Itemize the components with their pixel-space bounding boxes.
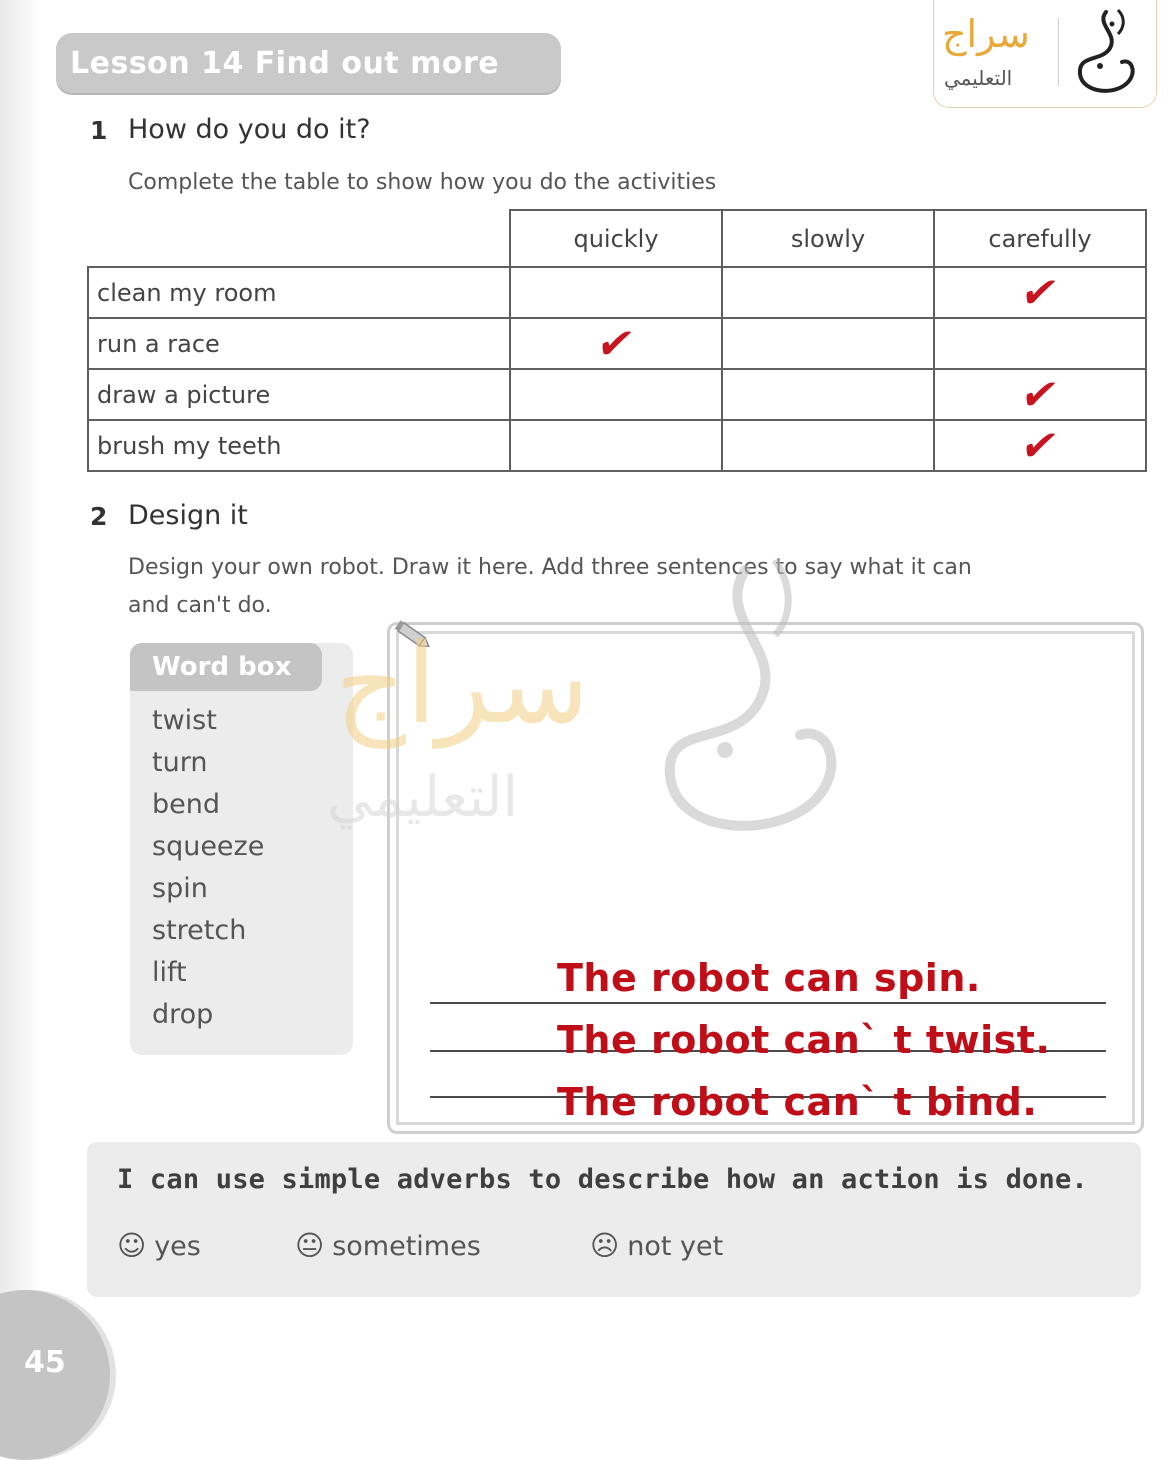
column-header-carefully: carefully: [934, 210, 1146, 267]
logo-divider: [1058, 18, 1059, 86]
word-item: bend: [152, 789, 221, 820]
activity-label: clean my room: [88, 267, 510, 318]
word-item: lift: [152, 957, 187, 988]
publisher-logo: [933, 0, 1157, 108]
smile-face-icon: ☺: [117, 1229, 147, 1262]
self-check-option-sometimes[interactable]: [295, 1229, 481, 1262]
activity-label: draw a picture: [88, 369, 510, 420]
tick-mark: ✔: [593, 318, 639, 368]
logo-arabic-name: سراج: [942, 12, 1030, 56]
carefully-cell[interactable]: [934, 369, 1146, 420]
writing-line: [430, 1002, 1106, 1004]
word-item: twist: [152, 705, 217, 736]
lesson-title: Lesson 14 Find out more: [70, 45, 500, 81]
page-number: 45: [24, 1345, 66, 1380]
word-list: [152, 701, 264, 1037]
neutral-face-icon: 😐: [295, 1229, 325, 1262]
quickly-cell[interactable]: [510, 267, 722, 318]
slowly-cell[interactable]: [722, 369, 934, 420]
answer-sentence-3[interactable]: The robot can` t bind.: [557, 1080, 1038, 1124]
column-header-quickly: quickly: [510, 210, 722, 267]
lesson-title-banner: [56, 33, 561, 93]
section-2-instruction-line-2: and can't do.: [128, 593, 272, 618]
carefully-cell[interactable]: [934, 420, 1146, 471]
watermark-arabic-name: سراج: [335, 620, 590, 748]
column-header-slowly: slowly: [722, 210, 934, 267]
answer-sentence-1[interactable]: The robot can spin.: [557, 956, 981, 1000]
section-1-instruction: Complete the table to show how you do the activities: [128, 170, 717, 195]
section-2-title: Design it: [128, 500, 248, 531]
word-box-title: Word box: [130, 643, 322, 691]
section-1-number: 1: [90, 116, 108, 145]
table-row: [88, 420, 1146, 471]
word-item: squeeze: [152, 831, 265, 862]
tick-mark: ✔: [1017, 420, 1063, 470]
word-item: spin: [152, 873, 208, 904]
watermark-arabic-subtitle: التعليمي: [327, 765, 519, 830]
activity-label: run a race: [88, 318, 510, 369]
slowly-cell[interactable]: [722, 318, 934, 369]
self-check-option-yes[interactable]: [117, 1229, 201, 1262]
table-row: [88, 369, 1146, 420]
page-gutter-shade: [0, 0, 38, 1406]
answer-sentence-2[interactable]: The robot can` t twist.: [557, 1018, 1051, 1062]
section-1-title: How do you do it?: [128, 114, 371, 145]
section-2-instruction-line-1: Design your own robot. Draw it here. Add three sentences to say what it can: [128, 555, 972, 580]
carefully-cell[interactable]: [934, 267, 1146, 318]
calligraphy-emblem-icon: [1066, 4, 1154, 104]
watermark: [305, 540, 865, 870]
section-2-number: 2: [90, 502, 108, 531]
tick-mark: ✔: [1017, 267, 1063, 317]
logo-arabic-subtitle: التعليمي: [944, 66, 1013, 90]
activity-label: brush my teeth: [88, 420, 510, 471]
table-row: [88, 267, 1146, 318]
table-header-row: [88, 210, 1146, 267]
option-label: yes: [154, 1231, 201, 1262]
quickly-cell[interactable]: [510, 420, 722, 471]
self-check-panel: [87, 1142, 1141, 1297]
table-row: [88, 318, 1146, 369]
table-corner-cell: [88, 210, 510, 267]
self-check-statement: I can use simple adverbs to describe how an action is done.: [117, 1164, 1088, 1195]
quickly-cell[interactable]: [510, 369, 722, 420]
sad-face-icon: ☹: [590, 1229, 620, 1262]
word-item: drop: [152, 999, 214, 1030]
slowly-cell[interactable]: [722, 267, 934, 318]
word-item: stretch: [152, 915, 247, 946]
watermark-emblem-icon: [645, 550, 855, 850]
tick-mark: ✔: [1017, 369, 1063, 419]
word-item: turn: [152, 747, 208, 778]
option-label: not yet: [627, 1231, 724, 1262]
slowly-cell[interactable]: [722, 420, 934, 471]
carefully-cell[interactable]: [934, 318, 1146, 369]
activities-table: [87, 209, 1147, 472]
quickly-cell[interactable]: [510, 318, 722, 369]
option-label: sometimes: [332, 1231, 481, 1262]
self-check-option-not-yet[interactable]: [590, 1229, 723, 1262]
